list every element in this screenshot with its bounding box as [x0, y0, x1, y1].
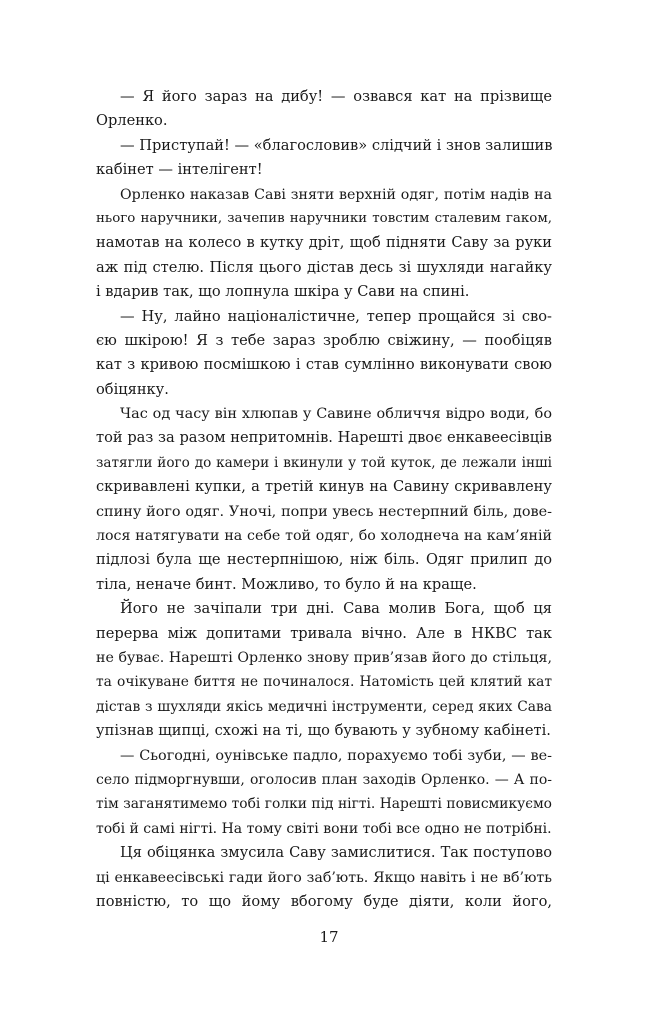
text-line: тім заганятимемо тобі голки під нігті. Нарешті повисмикуємо — [96, 796, 552, 813]
text-line: тіла, неначе бинт. Можливо, то було й на краще. — [96, 575, 477, 593]
text-line: Його не зачіпали три дні. Сава молив Бога, щоб ця — [120, 600, 552, 618]
page-number: 17 — [319, 928, 339, 946]
text-line: нього наручники, зачепив наручники товстим сталевим гаком, — [96, 210, 552, 226]
text-line: підлозі була ще нестерпнішою, ніж біль. Одяг прилип до — [96, 551, 552, 569]
text-line: Час од часу він хлюпав у Савине обличчя відро води, бо — [120, 406, 552, 423]
text-line: тобі й самі нігті. На тому світі вони тобі все одно не потрібні. — [96, 820, 552, 837]
text-line: кабінет — інтелігент! — [96, 161, 263, 179]
text-line: перерва між допитами тривала вічно. Але в НКВС так — [96, 624, 552, 642]
text-line: ці енкавеесівські гади його заб’ють. Якщо навіть і не вб’ють — [96, 869, 552, 886]
text-line: дістав з шухляди якісь медичні інструменти, серед яких Сава — [96, 698, 552, 715]
text-line: і вдарив так, що лопнула шкіра у Сави на спині. — [96, 283, 470, 301]
text-line: — Сьогодні, оунівське падло, порахуємо тобі зуби, — ве- — [120, 747, 552, 764]
text-line: лося натягувати на себе той одяг, бо холоднеча на кам’яній — [96, 528, 552, 545]
text-line: намотав на колесо в кутку дріт, щоб підняти Саву за руки — [96, 234, 552, 252]
text-line: та очікуване биття не починалося. Натомість цей клятий кат — [96, 674, 552, 691]
text-line: Ця обіцянка змусила Саву замислитися. Так поступово — [120, 844, 552, 862]
text-line: той раз за разом непритомнів. Нарешті двоє енкавеесівців — [96, 429, 552, 447]
text-line: упізнав щипці, схожі на ті, що бувають у зубному кабінеті. — [96, 722, 551, 740]
text-line: — Ну, лайно націоналістичне, тепер прощайся зі сво- — [120, 307, 552, 325]
text-line: не буває. Нарешті Орленко знову прив’язав його до стільця, — [96, 649, 552, 666]
text-line: — Я його зараз на дибу! — озвався кат на прізвище — [120, 88, 552, 105]
body-text — [96, 85, 552, 914]
text-line: село підморгнувши, оголосив план заходів Орленко. — А по- — [96, 771, 552, 788]
text-line: Орленко. — [96, 112, 168, 130]
text-line: скривавлені купки, а третій кинув на Савину скривавлену — [96, 478, 552, 496]
text-line: обіцянку. — [96, 380, 169, 398]
text-line: аж під стелю. Після цього дістав десь зі шухляди нагайку — [96, 258, 552, 276]
text-line: спину його одяг. Уночі, попри увесь нестерпний біль, дове- — [96, 503, 552, 520]
text-line: єю шкірою! Я з тебе зараз зроблю свіжину, — пообіцяв — [96, 331, 552, 349]
text-line: кат з кривою посмішкою і став сумлінно виконувати свою — [96, 356, 552, 374]
text-line: повністю, то що йому вбогому буде діяти, коли його, — [96, 892, 552, 910]
text-line: Орленко наказав Саві зняти верхній одяг, потім надів на — [120, 186, 552, 203]
text-line: — Приступай! — «благословив» слідчий і знов залишив — [120, 136, 553, 154]
text-line: затягли його до камери і вкинули у той куток, де лежали інші — [96, 454, 552, 471]
